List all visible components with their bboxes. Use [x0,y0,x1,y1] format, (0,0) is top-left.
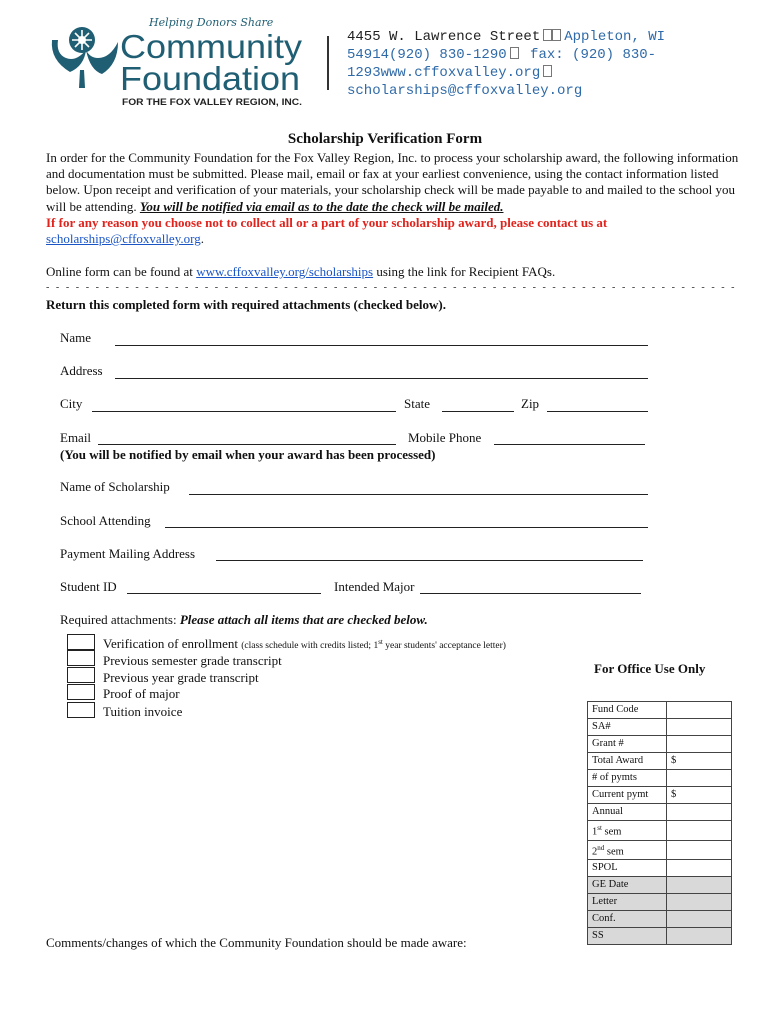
zip-field[interactable] [547,411,648,412]
email-field[interactable] [98,444,396,445]
office-table-row [588,753,732,770]
email-notice: (You will be notified by email when your award has been processed) [60,447,436,462]
header-divider [327,36,329,90]
email-label: Email [60,430,92,445]
form-title: Scholarship Verification Form [287,131,483,147]
attachment-checkbox-tuition-invoice[interactable] [67,702,95,718]
logo-name-foundation: Foundation [120,60,300,97]
online-form-link[interactable]: www.cffoxvalley.org/scholarships [196,264,374,279]
office-table-row [588,877,732,894]
zip-label: Zip [521,396,540,411]
intro-email-link[interactable]: scholarships@cffoxvalley.org [46,231,201,247]
address-label: Address [60,363,103,378]
office-row-label: Annual [588,804,667,821]
office-row-value[interactable] [667,928,732,945]
school-label: School Attending [60,513,151,528]
office-row-label: Letter [588,894,667,911]
office-table-row [588,860,732,877]
attachment-note: (class schedule with credits listed; 1st year students' acceptance letter) [241,637,506,651]
office-table-row [588,894,732,911]
office-table-row [588,719,732,736]
intro-notice: You will be notified via email as to the date the check will be mailed. [139,198,504,214]
office-row-label: # of pymts [588,770,667,787]
attachments-prefix: Required attachments: [60,612,180,627]
logo-name-community: Community [120,28,303,65]
contact-block [347,28,747,100]
office-row-label: GE Date [588,877,667,894]
student-id-field[interactable] [127,593,321,594]
state-label: State [404,396,430,411]
online-prefix: Online form can be found at [46,264,197,279]
school-field[interactable] [165,527,648,528]
intro-period: . [200,231,204,247]
contact-email[interactable]: scholarships@cffoxvalley.org [347,83,583,99]
office-table-row [588,928,732,945]
office-row-label: Grant # [588,736,667,753]
office-table-row [588,702,732,719]
attachment-item: Previous year grade transcript [103,670,259,685]
contact-fax: fax: (920) 830- [530,47,657,63]
attachment-checkbox-year-transcript[interactable] [67,667,95,683]
office-row-label: Conf. [588,911,667,928]
address-field[interactable] [115,378,648,379]
student-id-label: Student ID [60,579,117,594]
online-form-note [46,264,555,280]
attachment-item: Previous semester grade transcript [103,653,282,668]
office-row-value[interactable] [667,894,732,911]
attachments-heading [60,612,428,628]
city-label: City [60,396,83,411]
contact-zip-phone: 54914(920) 830-1290 [347,47,507,63]
contact-fax-web[interactable]: 1293www.cffoxvalley.org [347,65,541,81]
missing-glyph-icon [510,47,519,59]
leaf-icon [52,27,118,88]
office-table-row [588,787,732,804]
office-row-value[interactable] [667,736,732,753]
name-label: Name [60,330,92,345]
attachment-checkbox-semester-transcript[interactable] [67,650,95,666]
office-row-label: SA# [588,719,667,736]
community-foundation-logo [46,14,316,110]
office-row-value[interactable] [667,821,732,841]
office-row-value[interactable] [667,702,732,719]
contact-city: Appleton, WI [564,29,666,45]
name-field[interactable] [115,345,648,346]
attachment-checkbox-enrollment[interactable] [67,634,95,650]
logo-subtitle: FOR THE FOX VALLEY REGION, INC. [122,97,302,107]
payment-field[interactable] [216,560,643,561]
missing-glyph-icon [543,29,552,41]
mobile-label: Mobile Phone [408,430,482,445]
office-row-label: 2nd sem [588,840,667,860]
office-row-label: Current pymt [588,787,667,804]
office-table-row [588,804,732,821]
office-row-label: Fund Code [588,702,667,719]
office-row-value[interactable] [667,719,732,736]
payment-label: Payment Mailing Address [60,546,196,561]
attachment-item [103,636,506,652]
office-row-value[interactable] [667,804,732,821]
attachments-emphasis: Please attach all items that are checked below. [179,612,428,627]
office-row-value[interactable] [667,877,732,894]
attachment-item: Proof of major [103,686,180,701]
intro-warning: If for any reason you choose not to collect all or a part of your scholarship award, please contact us at [46,214,608,230]
office-row-value[interactable] [667,911,732,928]
major-field[interactable] [420,593,641,594]
intro-paragraph [46,150,746,247]
office-row-value[interactable]: $ [667,753,732,770]
contact-street: 4455 W. Lawrence Street [347,29,541,45]
state-field[interactable] [442,411,514,412]
office-row-value[interactable] [667,840,732,860]
office-table-row [588,840,732,860]
office-row-value[interactable] [667,770,732,787]
missing-glyph-icon [543,65,552,77]
online-suffix: using the link for Recipient FAQs. [373,264,556,279]
office-row-label: SPOL [588,860,667,877]
office-use-title: For Office Use Only [594,661,706,676]
dashed-separator: - - - - - - - - - - - - - - - - - - - - - - - - - - - - - - - - - - - - - - - - - - - - - - - - - - - - - - - - - - - - - - - - - - - - - - [46,282,737,293]
office-use-table [587,701,732,945]
office-table-row [588,821,732,841]
mobile-field[interactable] [494,444,645,445]
office-row-value[interactable]: $ [667,787,732,804]
office-table-row [588,736,732,753]
office-table-row [588,770,732,787]
office-row-label: 1st sem [588,821,667,841]
attachment-label: Verification of enrollment [103,636,239,651]
office-row-label: Total Award [588,753,667,770]
attachment-checkbox-proof-of-major[interactable] [67,684,95,700]
office-row-value[interactable] [667,860,732,877]
city-field[interactable] [92,411,396,412]
scholarship-field[interactable] [189,494,648,495]
logo-tagline: Helping Donors Share [149,16,274,29]
comments-label: Comments/changes of which the Community Foundation should be made aware: [46,935,467,950]
intro-text: In order for the Community Foundation for the Fox Valley Region, Inc. to process your scholarship award, the following information and documentation must be submitted. Please mail, email or fax at your earliest convenience, using the contact information listed below. Upon receipt and verification of your materials, your scholarship check will be made payable to and mailed to the school you will be attending. [46,150,739,214]
return-instruction: Return this completed form with required attachments (checked below). [46,297,446,312]
attachment-item: Tuition invoice [103,704,183,719]
office-row-label: SS [588,928,667,945]
scholarship-label: Name of Scholarship [60,479,170,494]
missing-glyph-icon [552,29,561,41]
office-table-row [588,911,732,928]
major-label: Intended Major [334,579,415,594]
